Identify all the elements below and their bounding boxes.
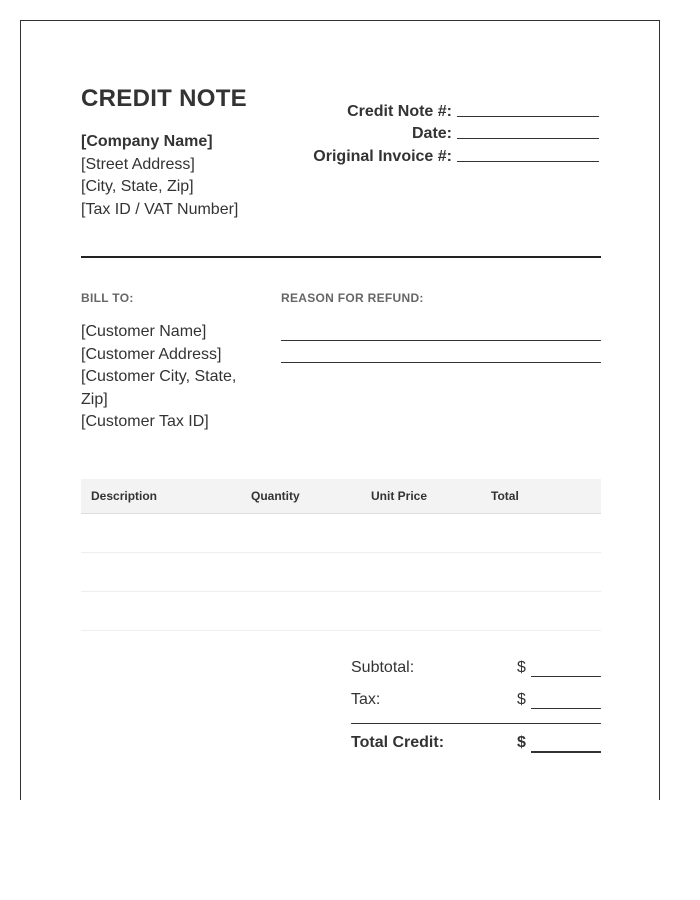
table-cell — [361, 592, 481, 631]
table-cell — [241, 553, 361, 592]
table-cell — [481, 553, 601, 592]
original-invoice-blank — [457, 161, 599, 162]
company-street: [Street Address] — [81, 155, 195, 173]
table-cell — [481, 514, 601, 553]
table-cell — [81, 553, 241, 592]
company-block — [81, 131, 238, 221]
table-cell — [481, 592, 601, 631]
reason-for-refund-label: REASON FOR REFUND: — [281, 291, 424, 305]
subtotal-label: Subtotal: — [351, 659, 415, 676]
company-name: [Company Name] — [81, 133, 213, 150]
credit-note-number-label: Credit Note #: — [347, 102, 452, 120]
credit-note-document — [20, 20, 660, 800]
tax-blank — [531, 708, 601, 709]
subtotal-row — [351, 651, 601, 683]
credit-note-number-blank — [457, 116, 599, 117]
totals-block — [351, 651, 601, 764]
date-field — [279, 121, 599, 144]
header-divider — [81, 256, 601, 258]
date-blank — [457, 138, 599, 139]
table-row — [81, 592, 601, 631]
column-header-description: Description — [81, 479, 241, 514]
column-header-total: Total — [481, 479, 601, 514]
tax-currency: $ — [517, 691, 526, 708]
table-cell — [361, 553, 481, 592]
bill-to-block — [81, 321, 256, 434]
customer-city: [Customer City, State, Zip] — [81, 368, 237, 408]
reason-blank-line — [281, 340, 601, 341]
company-tax-id: [Tax ID / VAT Number] — [81, 200, 239, 218]
table-cell — [241, 592, 361, 631]
table-row — [81, 553, 601, 592]
total-credit-currency: $ — [517, 734, 526, 751]
total-credit-blank — [531, 751, 601, 753]
total-credit-row — [351, 724, 601, 764]
original-invoice-field — [279, 143, 599, 166]
table-header-row — [81, 479, 601, 514]
document-meta — [279, 98, 599, 166]
company-city: [City, State, Zip] — [81, 178, 194, 195]
document-title: CREDIT NOTE — [81, 85, 247, 112]
table-cell — [81, 514, 241, 553]
table-cell — [81, 592, 241, 631]
customer-name: [Customer Name] — [81, 323, 207, 340]
credit-note-number-field — [279, 98, 599, 121]
table-cell — [361, 514, 481, 553]
original-invoice-label: Original Invoice #: — [313, 147, 452, 165]
column-header-quantity: Quantity — [241, 479, 361, 514]
subtotal-currency: $ — [517, 659, 526, 676]
customer-tax-id: [Customer Tax ID] — [81, 413, 209, 430]
table-cell — [241, 514, 361, 553]
column-header-unit-price: Unit Price — [361, 479, 481, 514]
subtotal-blank — [531, 676, 601, 677]
tax-row — [351, 683, 601, 715]
total-credit-label: Total Credit: — [351, 734, 445, 751]
date-label: Date: — [411, 125, 452, 142]
reason-blank-line — [281, 362, 601, 363]
line-items-table — [81, 479, 601, 631]
table-row — [81, 514, 601, 553]
bill-to-label: BILL TO: — [81, 291, 134, 305]
customer-address: [Customer Address] — [81, 345, 222, 363]
tax-label: Tax: — [351, 691, 381, 708]
